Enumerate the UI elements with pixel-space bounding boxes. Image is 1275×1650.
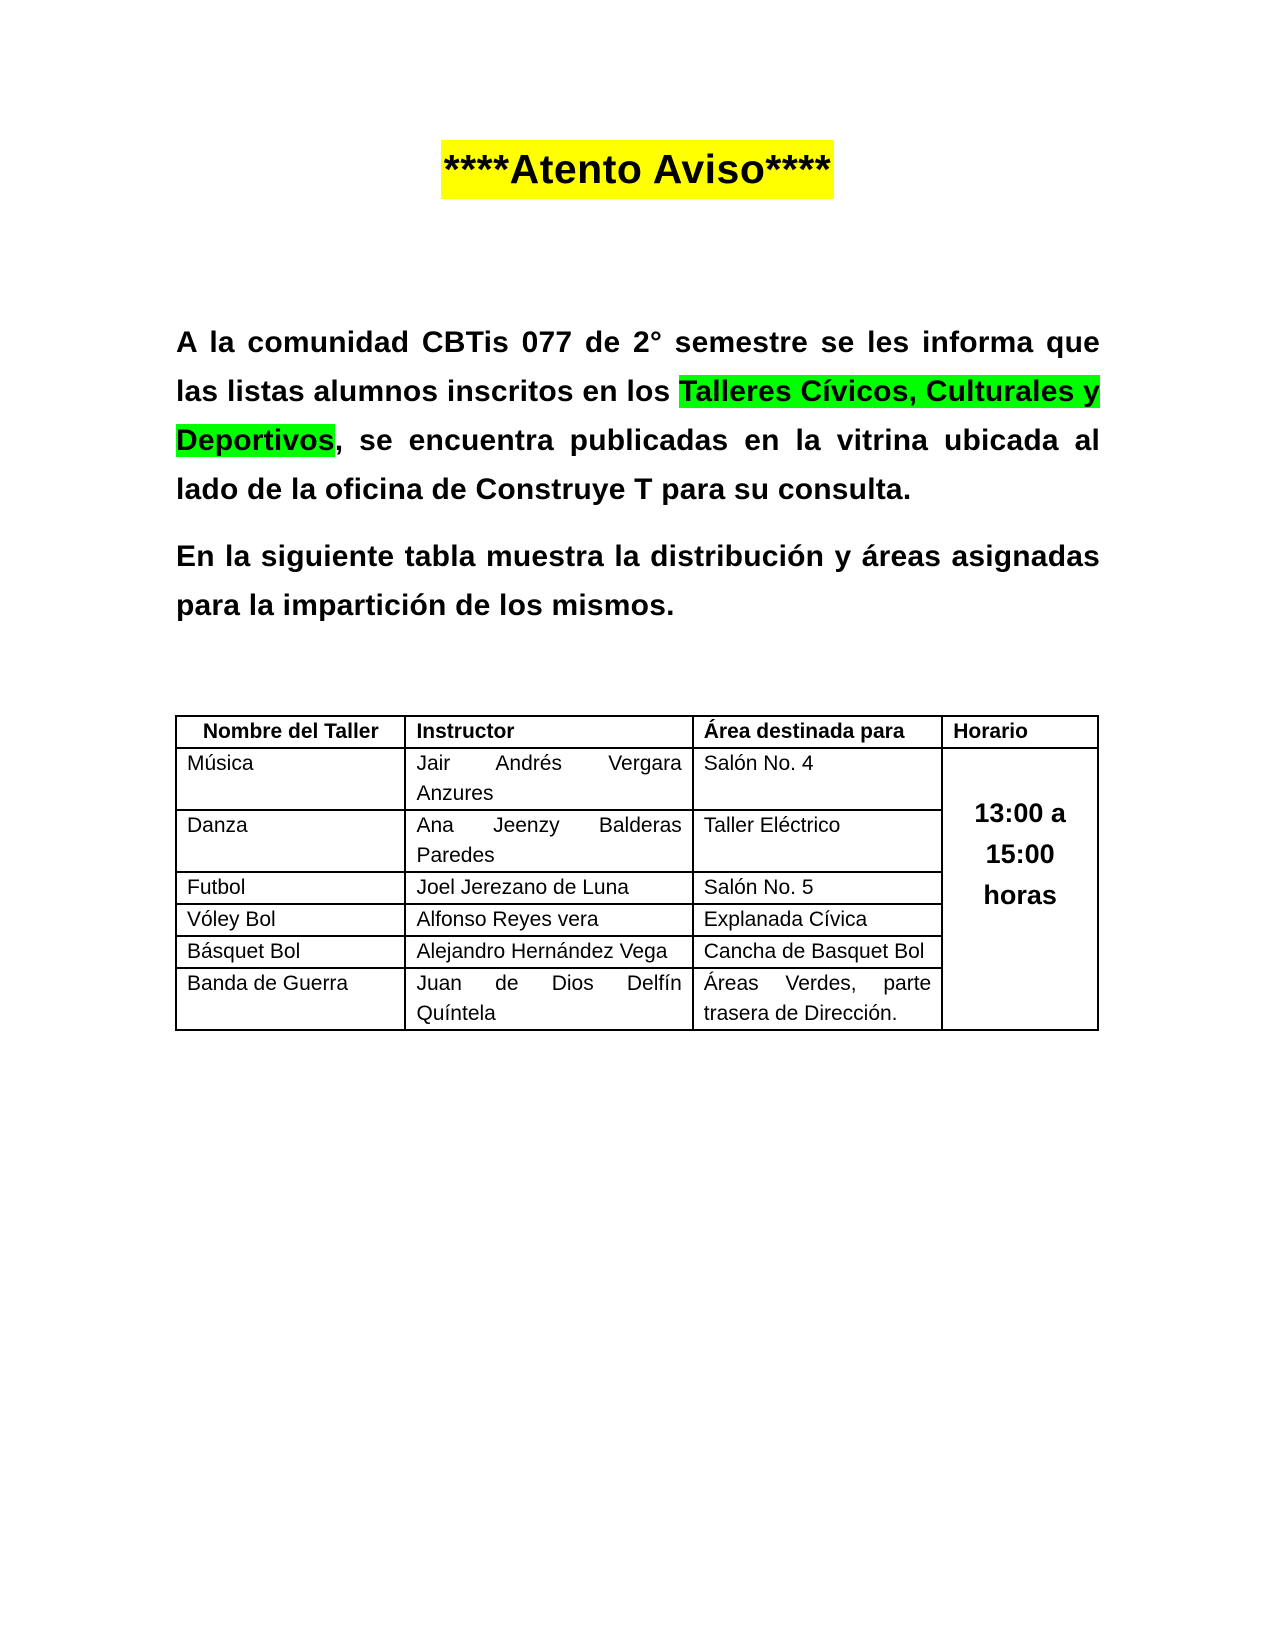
cell-area: Cancha de Basquet Bol [693, 936, 942, 968]
cell-area: Explanada Cívica [693, 904, 942, 936]
cell-area: Salón No. 5 [693, 872, 942, 904]
cell-instructor: Alejandro Hernández Vega [405, 936, 692, 968]
cell-taller: Básquet Bol [176, 936, 405, 968]
cell-instructor: Jair Andrés Vergara Anzures [405, 748, 692, 810]
cell-instructor: Ana Jeenzy Balderas Paredes [405, 810, 692, 872]
cell-instructor: Juan de Dios Delfín Quíntela [405, 968, 692, 1030]
header-taller: Nombre del Taller [176, 716, 405, 748]
cell-instructor: Joel Jerezano de Luna [405, 872, 692, 904]
intro-text-start: A la comunidad CBTis 077 de 2° semestre se les informa que las listas alumnos inscritos en los [176, 326, 1100, 408]
cell-taller: Banda de Guerra [176, 968, 405, 1030]
cell-taller: Futbol [176, 872, 405, 904]
highlighted-workshops: Talleres Cívicos, Culturales y Deportivos [176, 375, 1100, 457]
notice-title: ****Atento Aviso**** [441, 140, 834, 199]
table-intro-paragraph: En la siguiente tabla muestra la distribución y áreas asignadas para la impartición de los mismos. [176, 540, 1100, 622]
cell-taller: Vóley Bol [176, 904, 405, 936]
workshops-table [175, 715, 1099, 1031]
intro-paragraph [176, 318, 1100, 514]
table-header-row [176, 716, 1098, 748]
cell-taller: Música [176, 748, 405, 810]
intro-text-end: , se encuentra publicadas en la vitrina ubicada al lado de la oficina de Construye T para su consulta. [176, 424, 1100, 506]
header-horario: Horario [942, 716, 1098, 748]
table-row [176, 748, 1098, 810]
cell-area: Salón No. 4 [693, 748, 942, 810]
header-area: Área destinada para [693, 716, 942, 748]
header-instructor: Instructor [405, 716, 692, 748]
cell-area: Áreas Verdes, parte trasera de Dirección. [693, 968, 942, 1030]
cell-horario: 13:00 a 15:00 horas [942, 748, 1098, 1030]
title-container [0, 140, 1275, 199]
cell-area: Taller Eléctrico [693, 810, 942, 872]
cell-taller: Danza [176, 810, 405, 872]
cell-instructor: Alfonso Reyes vera [405, 904, 692, 936]
